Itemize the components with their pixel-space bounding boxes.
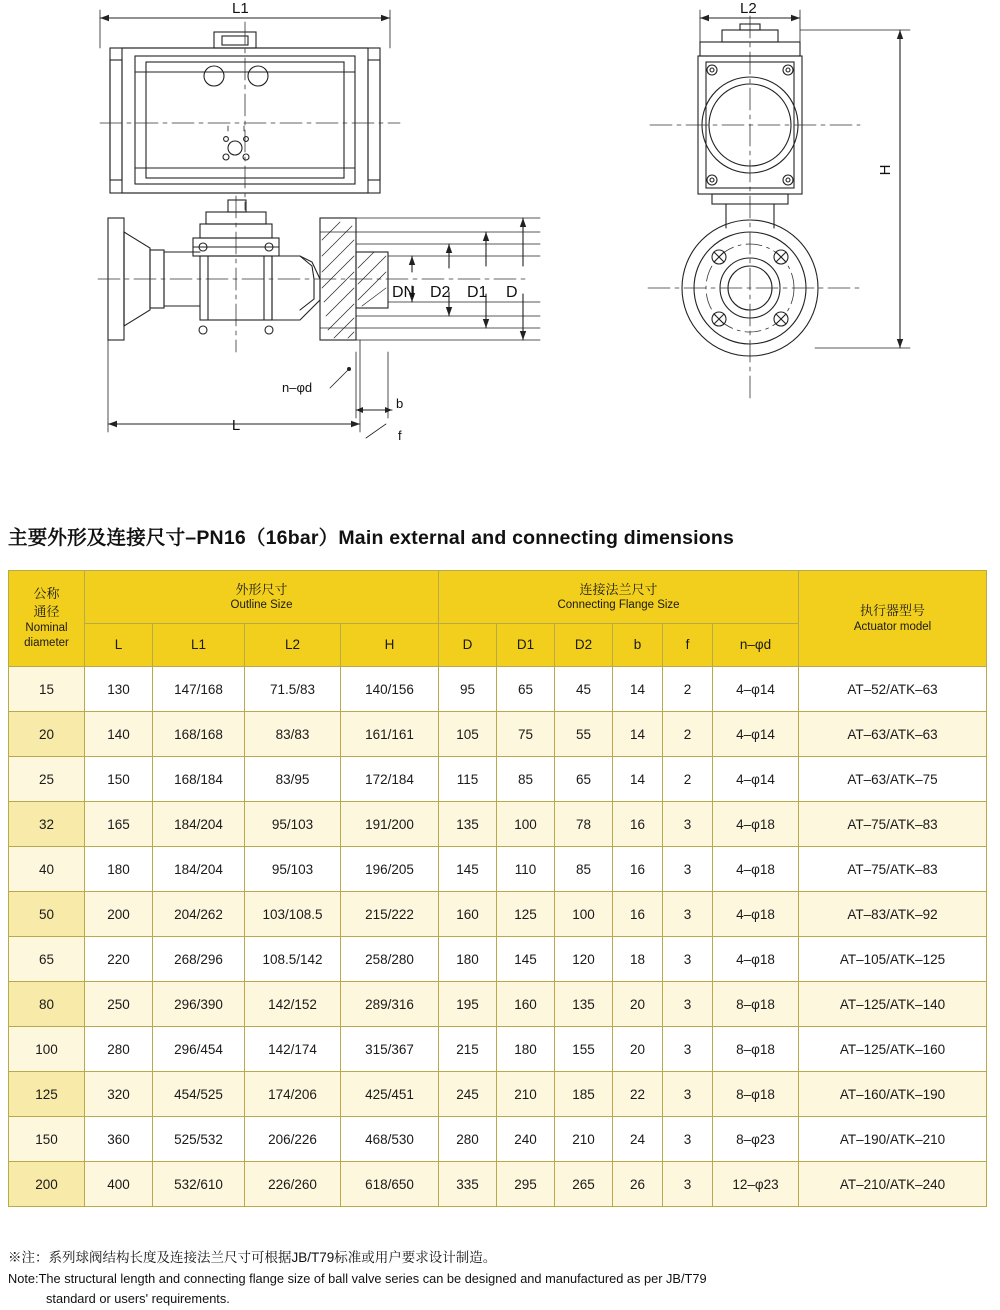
cell-L2: 95/103 [245,847,341,892]
label-D: D [506,284,518,301]
cell-dn: 15 [9,667,85,712]
label-n-phi-d: n–φd [282,380,313,395]
cell-L: 180 [85,847,153,892]
cell-D1: 145 [497,937,555,982]
cell-L: 250 [85,982,153,1027]
table-row [9,712,987,757]
cell-L2: 226/260 [245,1162,341,1207]
cell-dn: 32 [9,802,85,847]
table-row [9,1072,987,1117]
header-outline-cn: 外形尺寸 [235,581,288,597]
label-f: f [398,428,402,443]
cell-H: 618/650 [341,1162,439,1207]
table-row [9,937,987,982]
cell-D: 145 [439,847,497,892]
cell-f: 3 [663,1162,713,1207]
cell-actuator: AT–125/ATK–140 [799,982,987,1027]
cell-n-phi-d: 4–φ14 [713,667,799,712]
note-line-en-2: standard or users' requirements. [46,1290,230,1306]
cell-n-phi-d: 8–φ18 [713,982,799,1027]
cell-n-phi-d: 8–φ18 [713,1072,799,1117]
cell-L: 140 [85,712,153,757]
cell-b: 16 [613,892,663,937]
cell-f: 3 [663,802,713,847]
cell-dn: 100 [9,1027,85,1072]
cell-D: 160 [439,892,497,937]
dimensions-table-wrap [8,570,986,1207]
cell-L2: 103/108.5 [245,892,341,937]
label-L1: L1 [232,0,249,17]
cell-dn: 50 [9,892,85,937]
cell-f: 3 [663,892,713,937]
table-row [9,757,987,802]
cell-L2: 206/226 [245,1117,341,1162]
table-row [9,667,987,712]
header-col-L1: L1 [153,624,245,667]
dimensions-table [8,570,987,1207]
cell-L1: 525/532 [153,1117,245,1162]
cell-D2: 78 [555,802,613,847]
cell-H: 172/184 [341,757,439,802]
cell-f: 2 [663,712,713,757]
header-nominal-cn1: 公称 [33,586,60,602]
cell-L1: 168/184 [153,757,245,802]
cell-D: 95 [439,667,497,712]
footnotes [8,1248,988,1309]
cell-dn: 65 [9,937,85,982]
cell-H: 289/316 [341,982,439,1027]
header-col-H: H [341,624,439,667]
cell-L1: 147/168 [153,667,245,712]
table-row [9,802,987,847]
table-header [9,571,987,667]
cell-f: 2 [663,667,713,712]
header-col-L: L [85,624,153,667]
cell-L1: 296/390 [153,982,245,1027]
header-actuator-cn: 执行器型号 [860,602,926,618]
header-outline-size [85,571,439,624]
cell-f: 3 [663,1117,713,1162]
cell-L: 130 [85,667,153,712]
cell-L2: 95/103 [245,802,341,847]
cell-actuator: AT–75/ATK–83 [799,847,987,892]
cell-f: 3 [663,847,713,892]
cell-actuator: AT–83/ATK–92 [799,892,987,937]
header-actuator-model [799,571,987,667]
cell-L: 320 [85,1072,153,1117]
cell-D: 215 [439,1027,497,1072]
cell-L1: 184/204 [153,847,245,892]
cell-H: 140/156 [341,667,439,712]
cell-n-phi-d: 4–φ18 [713,892,799,937]
header-col-D2: D2 [555,624,613,667]
table-row [9,1117,987,1162]
note-line-en-1: Note:The structural length and connecting flange size of ball valve series can be designed and manufactured as per JB/T79 [8,1270,707,1286]
header-nominal-cn2: 通径 [33,603,60,619]
cell-actuator: AT–75/ATK–83 [799,802,987,847]
cell-n-phi-d: 4–φ18 [713,847,799,892]
cell-b: 20 [613,982,663,1027]
cell-b: 22 [613,1072,663,1117]
cell-actuator: AT–52/ATK–63 [799,667,987,712]
cell-n-phi-d: 8–φ23 [713,1117,799,1162]
cell-n-phi-d: 4–φ14 [713,712,799,757]
cell-dn: 150 [9,1117,85,1162]
cell-f: 3 [663,937,713,982]
header-col-b: b [613,624,663,667]
cell-b: 26 [613,1162,663,1207]
cell-L2: 83/83 [245,712,341,757]
cell-D2: 85 [555,847,613,892]
cell-D1: 65 [497,667,555,712]
cell-H: 258/280 [341,937,439,982]
cell-L1: 168/168 [153,712,245,757]
header-actuator-en: Actuator model [853,620,932,633]
cell-n-phi-d: 8–φ18 [713,1027,799,1072]
cell-D: 115 [439,757,497,802]
cell-f: 3 [663,1072,713,1117]
cell-L1: 296/454 [153,1027,245,1072]
header-nominal-en1: Nominal [25,621,68,634]
cell-D2: 100 [555,892,613,937]
cell-L2: 108.5/142 [245,937,341,982]
cell-L1: 184/204 [153,802,245,847]
table-row [9,982,987,1027]
cell-D1: 85 [497,757,555,802]
cell-dn: 80 [9,982,85,1027]
cell-L1: 454/525 [153,1072,245,1117]
cell-D1: 295 [497,1162,555,1207]
cell-L2: 142/152 [245,982,341,1027]
header-col-f: f [663,624,713,667]
cell-H: 161/161 [341,712,439,757]
cell-D1: 210 [497,1072,555,1117]
cell-D2: 55 [555,712,613,757]
label-D1: D1 [467,284,488,301]
cell-dn: 40 [9,847,85,892]
cell-D: 180 [439,937,497,982]
cell-f: 3 [663,982,713,1027]
cell-D2: 120 [555,937,613,982]
cell-D2: 45 [555,667,613,712]
cell-dn: 200 [9,1162,85,1207]
section-heading: 主要外形及连接尺寸–PN16（16bar）Main external and connecting dimensions [8,527,735,549]
header-col-n-phi-d: n–φd [713,624,799,667]
cell-D1: 180 [497,1027,555,1072]
header-nominal-en2: diameter [24,637,69,650]
header-nominal-diameter [9,571,85,667]
cell-D2: 265 [555,1162,613,1207]
cell-actuator: AT–210/ATK–240 [799,1162,987,1207]
cell-b: 14 [613,667,663,712]
cell-D2: 135 [555,982,613,1027]
header-col-D1: D1 [497,624,555,667]
cell-D: 195 [439,982,497,1027]
cell-b: 14 [613,712,663,757]
cell-D2: 185 [555,1072,613,1117]
cell-H: 468/530 [341,1117,439,1162]
cell-dn: 20 [9,712,85,757]
cell-actuator: AT–63/ATK–63 [799,712,987,757]
cell-D1: 125 [497,892,555,937]
cell-dn: 125 [9,1072,85,1117]
cell-H: 215/222 [341,892,439,937]
cell-L2: 142/174 [245,1027,341,1072]
cell-L: 165 [85,802,153,847]
cell-L1: 268/296 [153,937,245,982]
cell-L1: 532/610 [153,1162,245,1207]
cell-n-phi-d: 4–φ14 [713,757,799,802]
cell-D: 135 [439,802,497,847]
cell-L: 150 [85,757,153,802]
cell-D2: 210 [555,1117,613,1162]
cell-L: 360 [85,1117,153,1162]
cell-D1: 75 [497,712,555,757]
cell-b: 18 [613,937,663,982]
cell-D2: 65 [555,757,613,802]
cell-b: 16 [613,847,663,892]
cell-L2: 174/206 [245,1072,341,1117]
cell-L: 400 [85,1162,153,1207]
table-row [9,1162,987,1207]
cell-actuator: AT–190/ATK–210 [799,1117,987,1162]
header-col-L2: L2 [245,624,341,667]
cell-f: 2 [663,757,713,802]
cell-b: 24 [613,1117,663,1162]
cell-dn: 25 [9,757,85,802]
label-DN: DN [392,284,416,301]
cell-L1: 204/262 [153,892,245,937]
label-D2: D2 [430,284,451,301]
header-flange-cn: 连接法兰尺寸 [579,581,658,597]
note-line-cn: ※注：系列球阀结构长度及连接法兰尺寸可根据JB/T79标准或用户要求设计制造。 [8,1250,497,1265]
cell-D1: 110 [497,847,555,892]
cell-H: 196/205 [341,847,439,892]
cell-f: 3 [663,1027,713,1072]
technical-drawing [0,0,1000,470]
cell-actuator: AT–160/ATK–190 [799,1072,987,1117]
cell-actuator: AT–63/ATK–75 [799,757,987,802]
cell-b: 14 [613,757,663,802]
header-flange-size [439,571,799,624]
cell-actuator: AT–125/ATK–160 [799,1027,987,1072]
table-row [9,1027,987,1072]
cell-D1: 100 [497,802,555,847]
cell-actuator: AT–105/ATK–125 [799,937,987,982]
cell-L: 200 [85,892,153,937]
cell-D: 280 [439,1117,497,1162]
cell-L2: 71.5/83 [245,667,341,712]
cell-n-phi-d: 4–φ18 [713,802,799,847]
cell-D: 335 [439,1162,497,1207]
cell-b: 16 [613,802,663,847]
cell-D2: 155 [555,1027,613,1072]
cell-D1: 240 [497,1117,555,1162]
cell-H: 191/200 [341,802,439,847]
cell-L: 280 [85,1027,153,1072]
cell-H: 425/451 [341,1072,439,1117]
label-L: L [231,417,241,434]
cell-H: 315/367 [341,1027,439,1072]
cell-L2: 83/95 [245,757,341,802]
label-b: b [396,396,404,411]
cell-D1: 160 [497,982,555,1027]
label-H: H [877,164,894,176]
cell-b: 20 [613,1027,663,1072]
header-col-D: D [439,624,497,667]
header-outline-en: Outline Size [230,598,293,611]
label-L2: L2 [740,0,757,17]
table-row [9,892,987,937]
table-body [9,667,987,1207]
header-flange-en: Connecting Flange Size [557,598,680,611]
cell-D: 245 [439,1072,497,1117]
cell-n-phi-d: 12–φ23 [713,1162,799,1207]
table-row [9,847,987,892]
cell-L: 220 [85,937,153,982]
cell-n-phi-d: 4–φ18 [713,937,799,982]
cell-D: 105 [439,712,497,757]
